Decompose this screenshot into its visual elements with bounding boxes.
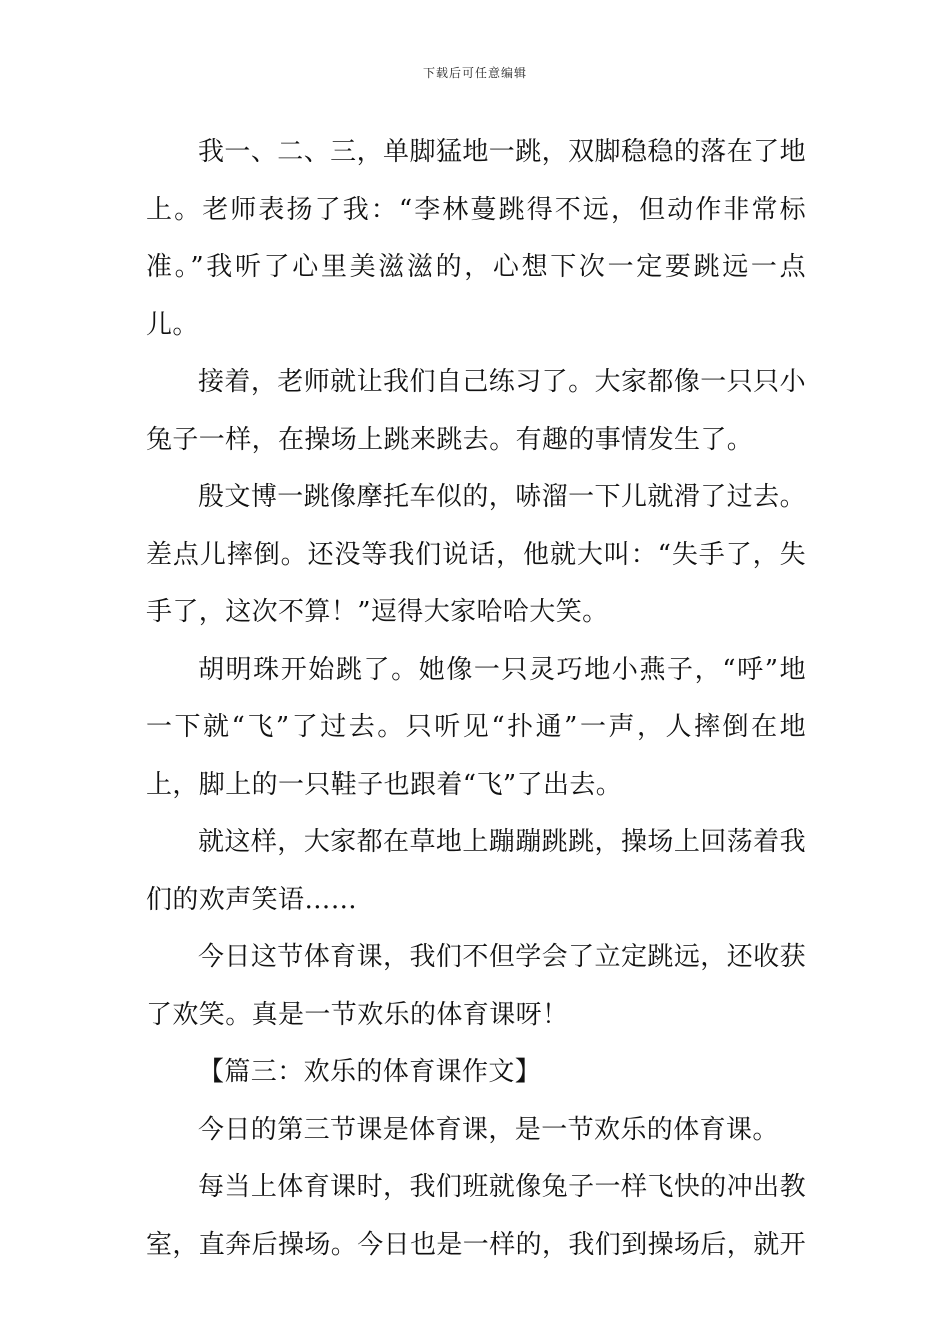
document-body	[146, 124, 806, 1274]
paragraph-2: 接着，老师就让我们自己练习了。大家都像一只只小兔子一样，在操场上跳来跳去。有趣的事情发生了。	[146, 367, 806, 455]
paragraph-4: 胡明珠开始跳了。她像一只灵巧地小燕子，“呼”地一下就“飞”了过去。只听见“扑通”一声，人摔倒在地上，脚上的一只鞋子也跟着“飞”了出去。	[146, 654, 806, 800]
paragraph-1: 我一、二、三，单脚猛地一跳，双脚稳稳的落在了地上。老师表扬了我：“李林蔓跳得不远，但动作非常标准。”我听了心里美滋滋的，心想下次一定要跳远一点儿。	[146, 137, 806, 340]
paragraph-3: 殷文博一跳像摩托车似的，哧溜一下儿就滑了过去。差点儿摔倒。还没等我们说话，他就大叫：“失手了，失手了，这次不算！”逗得大家哈哈大笑。	[146, 482, 806, 627]
paragraph-8: 每当上体育课时，我们班就像兔子一样飞快的冲出教室，直奔后操场。今日也是一样的，我们到操场后，就开	[146, 1172, 807, 1260]
page-header: 下载后可任意编辑	[422, 66, 527, 80]
paragraph-6: 今日这节体育课，我们不但学会了立定跳远，还收获了欢笑。真是一节欢乐的体育课呀！	[146, 942, 806, 1030]
paragraph-7: 今日的第三节课是体育课，是一节欢乐的体育课。	[198, 1114, 779, 1145]
paragraph-5: 就这样，大家都在草地上蹦蹦跳跳，操场上回荡着我们的欢声笑语……	[146, 827, 806, 915]
section-heading: 【篇三：欢乐的体育课作文】	[198, 1057, 542, 1087]
